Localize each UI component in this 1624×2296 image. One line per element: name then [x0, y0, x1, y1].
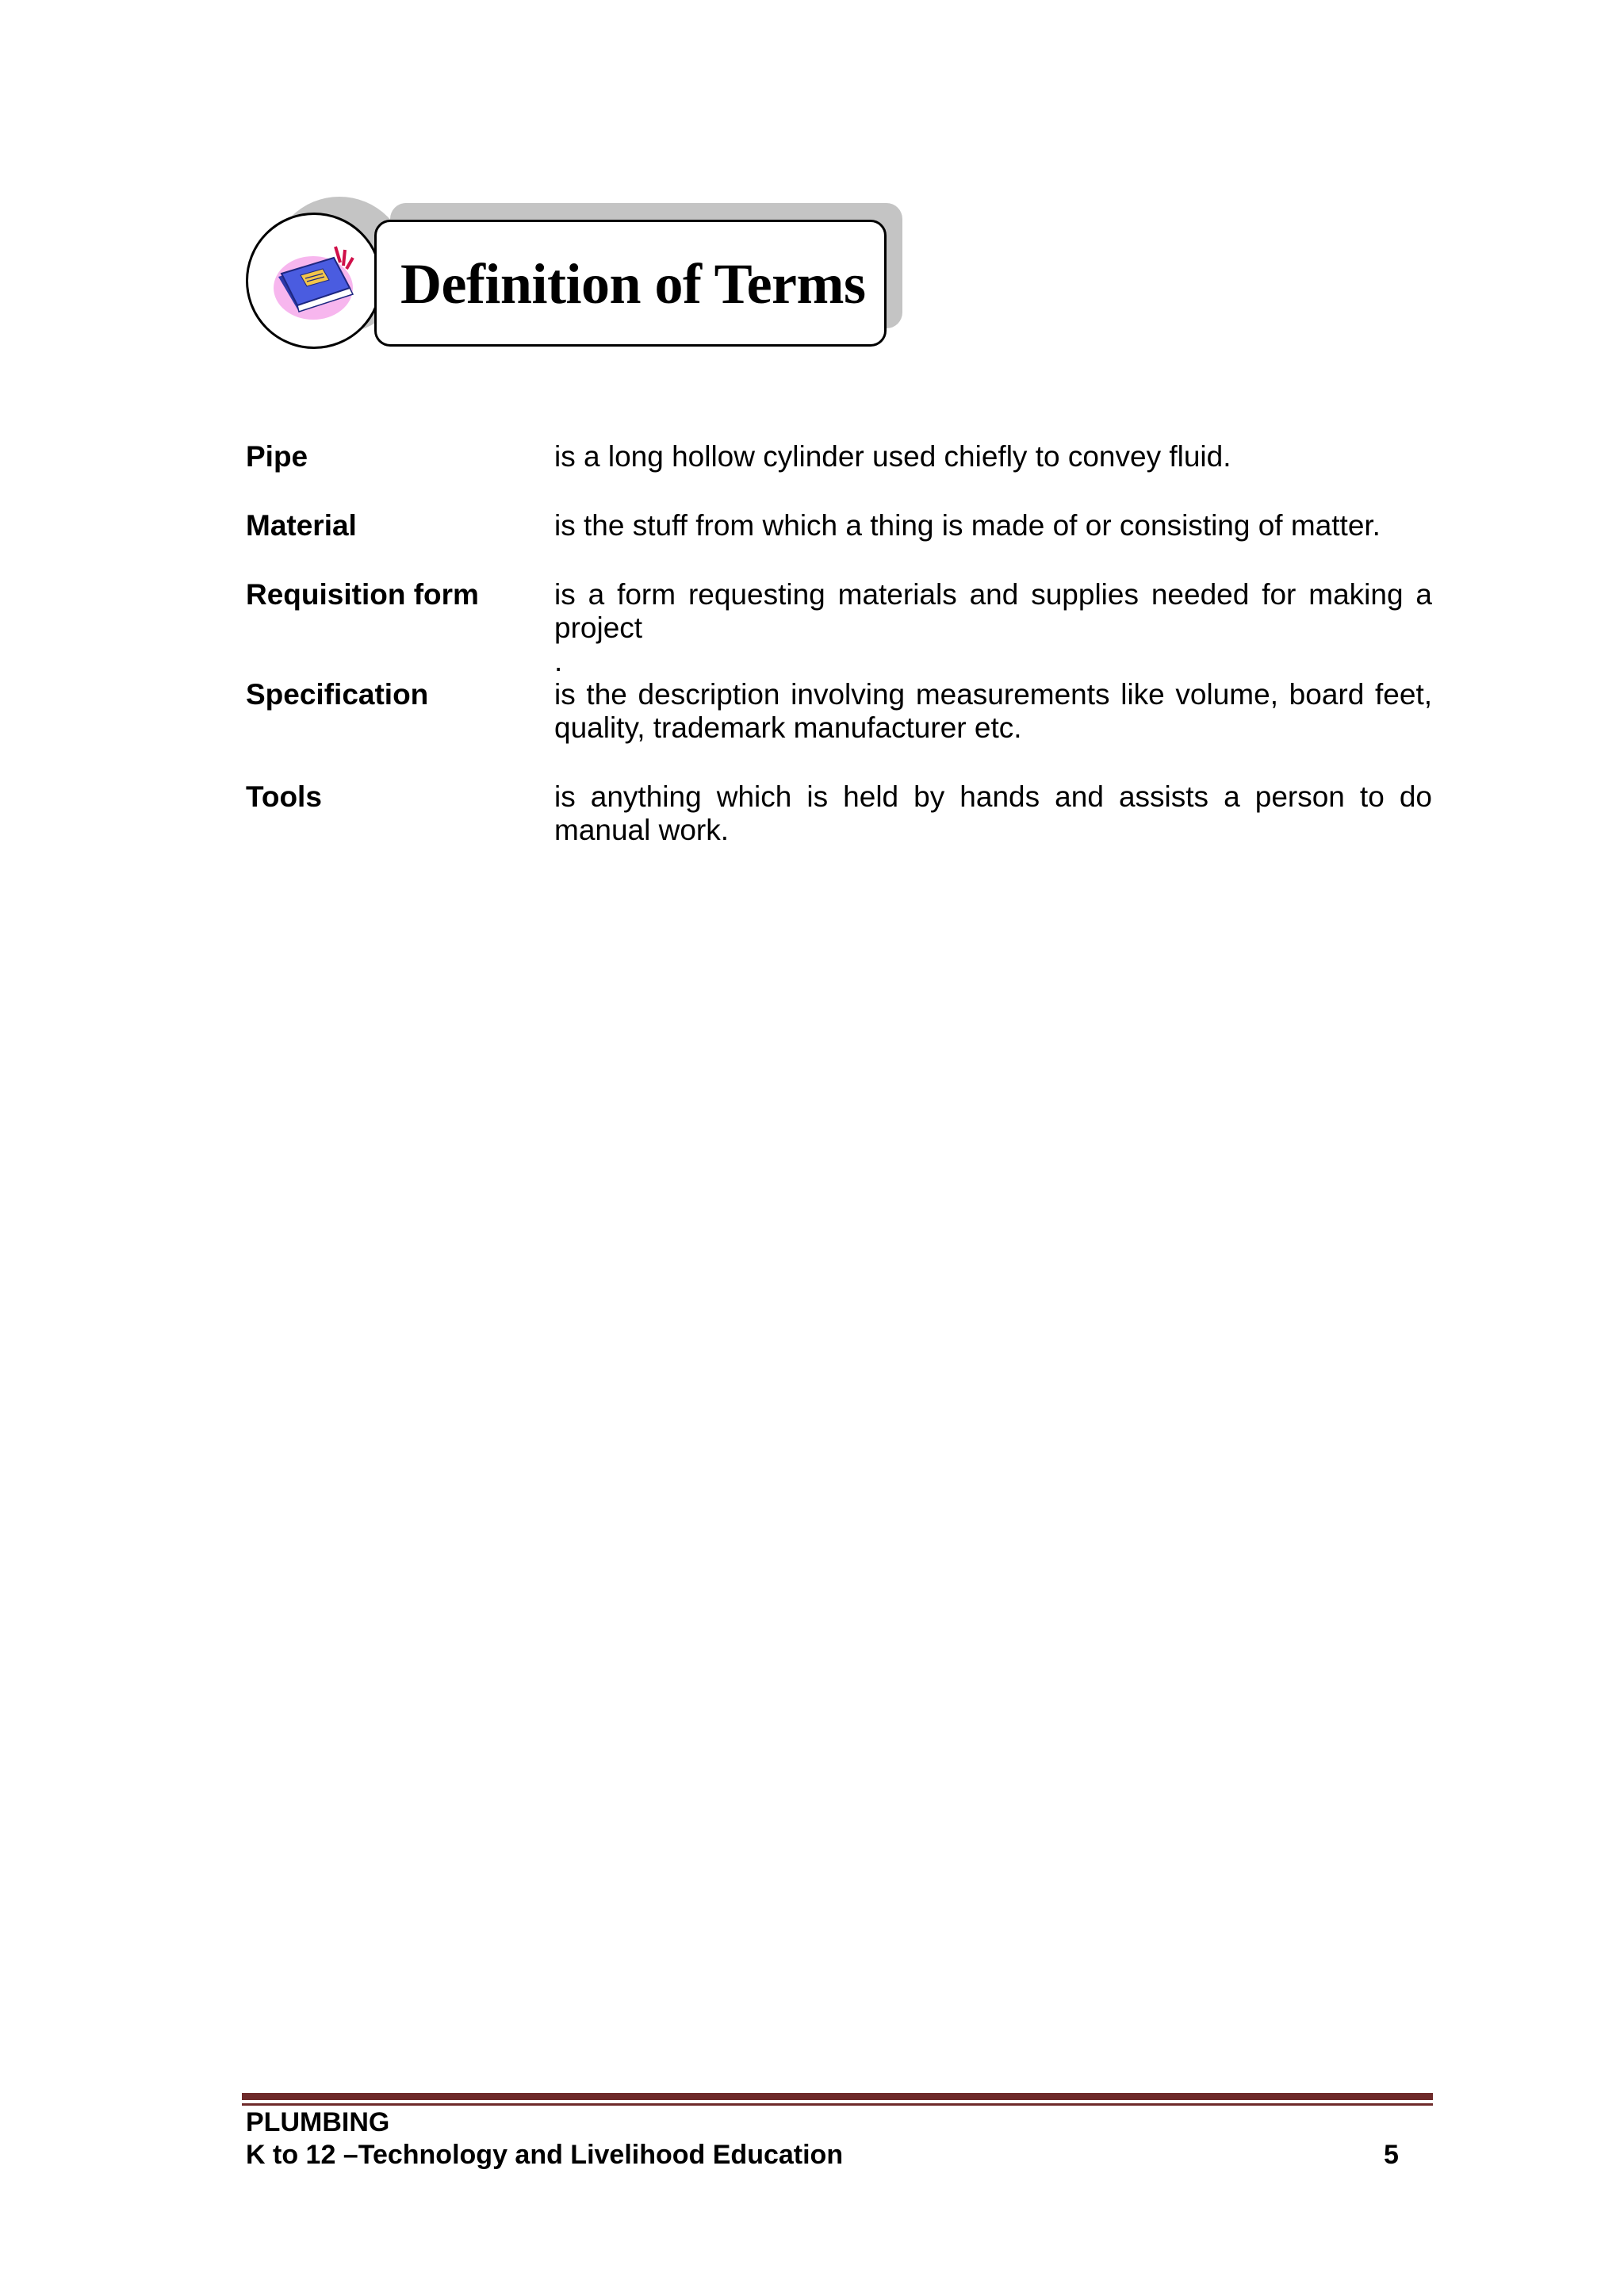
term: Tools: [246, 780, 322, 813]
footer-subject: PLUMBING: [246, 2107, 390, 2137]
term: Pipe: [246, 440, 308, 473]
definition-row: [246, 678, 1432, 745]
definition-row: [246, 440, 1432, 473]
definition-row: [246, 578, 1432, 678]
title-box: [374, 220, 887, 347]
definition-text: is the description involving measurements like volume, board feet, quality, trademark manufacturer etc.: [554, 678, 1432, 744]
footer-course: K to 12 –Technology and Livelihood Education: [246, 2140, 844, 2170]
definitions-list: [246, 440, 1432, 847]
definition-cell: [554, 578, 1432, 678]
term: Requisition form: [246, 578, 479, 611]
definition-text: is the stuff from which a thing is made of or consisting of matter.: [554, 509, 1381, 542]
definition-row: [246, 780, 1432, 847]
page-number: 5: [1384, 2140, 1399, 2170]
book-icon: [267, 239, 362, 326]
definition-text: is a form requesting materials and supplies needed for making a project: [554, 578, 1432, 644]
term: Material: [246, 509, 357, 542]
section-header-badge: [238, 190, 912, 357]
definition-row: [246, 509, 1432, 542]
definition-text: is a long hollow cylinder used chiefly to convey fluid.: [554, 440, 1231, 473]
definition-text: is anything which is held by hands and assists a person to do manual work.: [554, 780, 1432, 846]
term: Specification: [246, 678, 429, 711]
icon-circle: [246, 213, 382, 349]
definition-trailing-mark: .: [554, 645, 563, 677]
footer-rule-thick: [242, 2093, 1433, 2100]
footer-rule-thin: [242, 2103, 1433, 2106]
page-title: Definition of Terms: [400, 252, 866, 316]
